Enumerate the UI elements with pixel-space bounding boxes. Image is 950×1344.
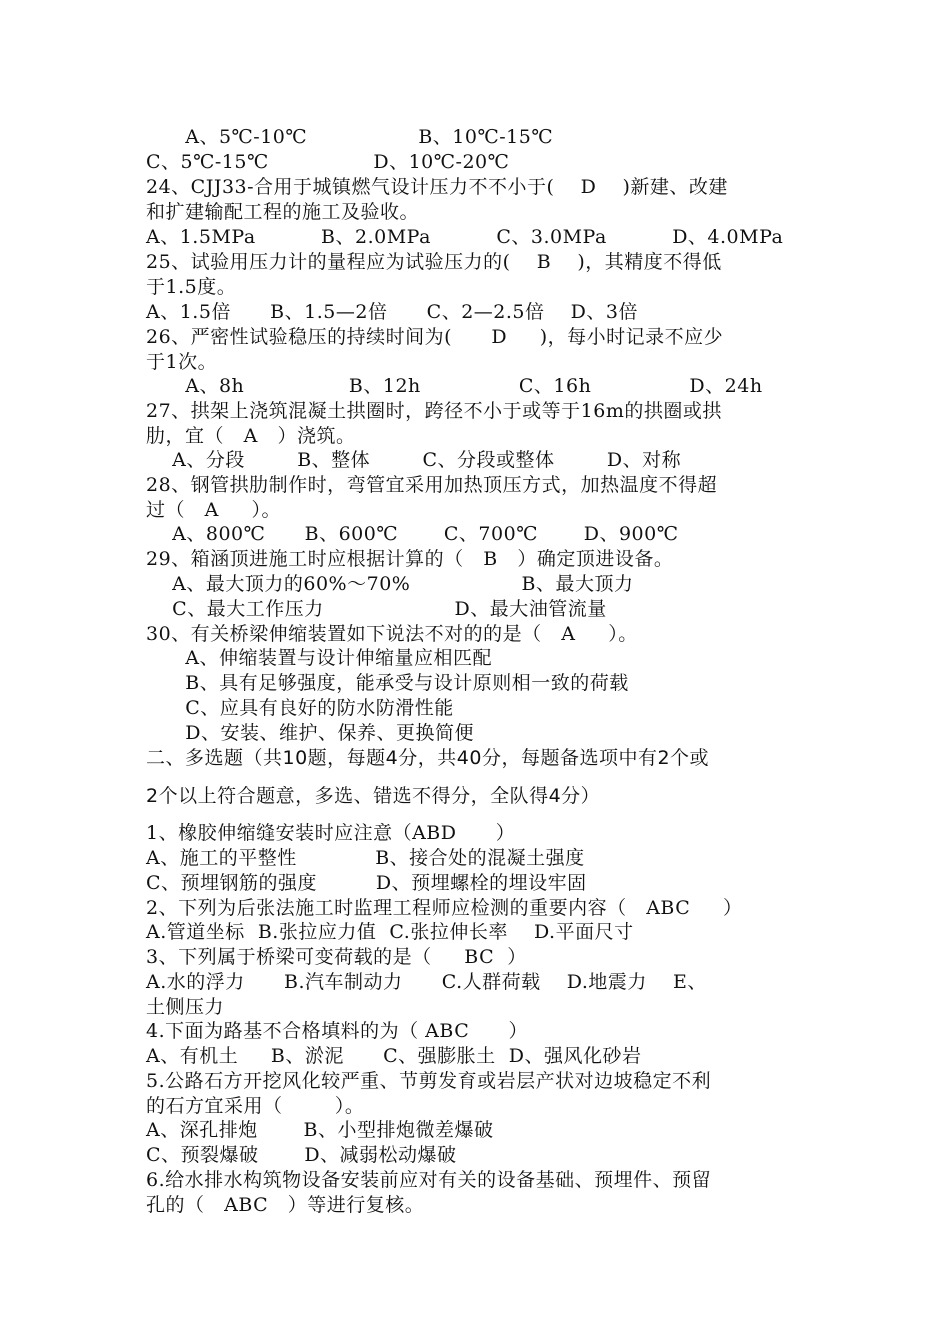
q28-line-2: 过（ A ）。 [146,499,282,521]
mq3-options-cont: 土侧压力 [146,996,225,1018]
mq5-options-ab: A、深孔排炮 B、小型排炮微差爆破 [146,1119,494,1141]
q28-line-1: 28、钢管拱肋制作时，弯管宜采用加热顶压方式，加热温度不得超 [146,474,718,496]
mq4-line-1: 4.下面为路基不合格填料的为（ ABC ） [146,1020,528,1042]
section-2-heading-line-1: 二、多选题（共10题，每题4分，共40分，每题备选项中有2个或 [146,747,710,769]
mq6-line-2: 孔的（ ABC ）等进行复核。 [146,1194,425,1216]
mq6-line-1: 6.给水排水构筑物设备安装前应对有关的设备基础、预埋件、预留 [146,1169,712,1191]
mq3-line-1: 3、下列属于桥梁可变荷载的是（ BC ） [146,946,527,968]
q24-line-2: 和扩建输配工程的施工及验收。 [146,201,420,223]
mq5-options-cd: C、预裂爆破 D、减弱松动爆破 [146,1144,457,1166]
q23-options-ab: A、5℃-10℃ B、10℃-15℃ [146,126,554,148]
q30-option-a: A、伸缩装置与设计伸缩量应相匹配 [146,647,492,669]
q24-line-1: 24、CJJ33-合用于城镇燃气设计压力不不小于( D )新建、改建 [146,176,728,198]
mq3-options: A.水的浮力 B.汽车制动力 C.人群荷载 D.地震力 E、 [146,971,707,993]
q28-options: A、800℃ B、600℃ C、700℃ D、900℃ [146,523,679,545]
q30-option-d: D、安装、维护、保养、更换简便 [146,722,474,744]
q30-option-c: C、应具有良好的防水防滑性能 [146,697,454,719]
mq1-line-1: 1、橡胶伸缩缝安装时应注意（ABD ） [146,822,516,844]
section-2-heading-line-2: 2个以上符合题意，多选、错选不得分，全队得4分） [146,785,601,807]
q25-line-1: 25、试验用压力计的量程应为试验压力的( B )，其精度不得低 [146,251,722,273]
q26-line-2: 于1次。 [146,351,218,373]
mq1-options-ab: A、施工的平整性 B、接合处的混凝土强度 [146,847,585,869]
mq2-options: A.管道坐标 B.张拉应力值 C.张拉伸长率 D.平面尺寸 [146,921,634,943]
mq4-options: A、有机土 B、淤泥 C、强膨胀土 D、强风化砂岩 [146,1045,642,1067]
q30-line-1: 30、有关桥梁伸缩装置如下说法不对的的是（ A ）。 [146,623,638,645]
q26-line-1: 26、严密性试验稳压的持续时间为( D )，每小时记录不应少 [146,326,724,348]
q24-options: A、1.5MPa B、2.0MPa C、3.0MPa D、4.0MPa [146,226,784,248]
mq1-options-cd: C、预埋钢筋的强度 D、预埋螺栓的埋设牢固 [146,872,587,894]
q23-options-cd: C、5℃-15℃ D、10℃-20℃ [146,151,510,173]
q30-option-b: B、具有足够强度，能承受与设计原则相一致的荷载 [146,672,629,694]
q29-options-cd: C、最大工作压力 D、最大油管流量 [146,598,607,620]
mq5-line-2: 的石方宜采用（ ）。 [146,1095,365,1117]
q26-options: A、8h B、12h C、16h D、24h [146,375,763,397]
q29-options-ab: A、最大顶力的60%～70% B、最大顶力 [146,573,634,595]
mq5-line-1: 5.公路石方开挖风化较严重、节剪发育或岩层产状对边坡稳定不利 [146,1070,712,1092]
mq2-line-1: 2、下列为后张法施工时监理工程师应检测的重要内容（ ABC ） [146,897,743,919]
q27-line-2: 肋，宜（ A ）浇筑。 [146,425,356,447]
q25-options: A、1.5倍 B、1.5—2倍 C、2—2.5倍 D、3倍 [146,301,639,323]
q27-line-1: 27、拱架上浇筑混凝土拱圈时，跨径不小于或等于16m的拱圈或拱 [146,400,722,422]
q27-options: A、分段 B、整体 C、分段或整体 D、对称 [146,449,682,471]
q25-line-2: 于1.5度。 [146,276,237,298]
q29-line-1: 29、箱涵顶进施工时应根据计算的（ B ）确定顶进设备。 [146,548,674,570]
